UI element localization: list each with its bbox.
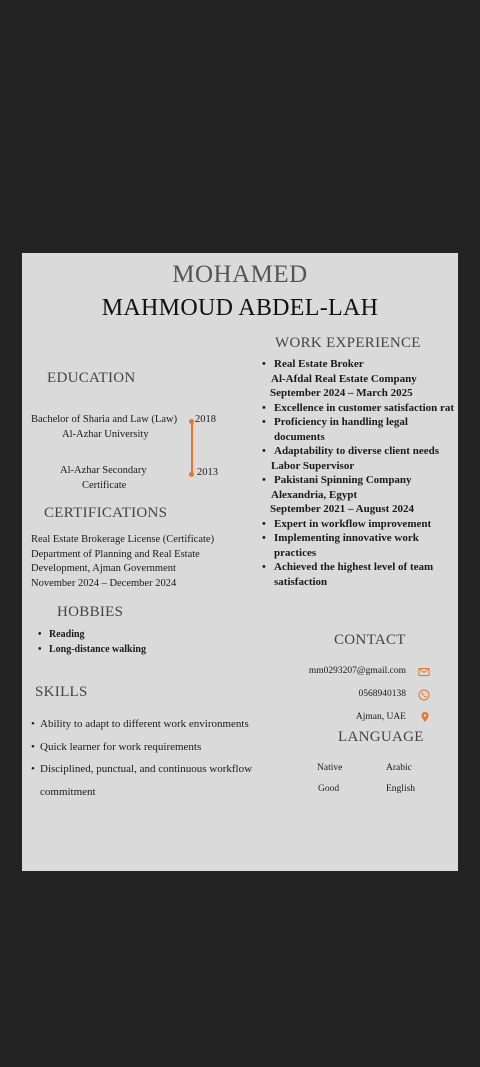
education-certificate: Certificate bbox=[82, 480, 127, 491]
language-name: English bbox=[386, 784, 416, 794]
work-dates: September 2024 – March 2025 bbox=[270, 387, 413, 399]
work-heading: WORK EXPERIENCE bbox=[275, 335, 421, 351]
work-item: • Pakistani Spinning Company bbox=[262, 473, 458, 488]
hobby-item: • Reading bbox=[38, 627, 146, 642]
work-item: • Excellence in customer satisfaction rat bbox=[262, 401, 458, 416]
work-location: Alexandria, Egypt bbox=[271, 488, 358, 501]
name-first: MOHAMED bbox=[172, 261, 308, 288]
hobby-item: • Long-distance walking bbox=[38, 642, 146, 657]
hobbies-list bbox=[38, 627, 146, 657]
work-list bbox=[262, 357, 458, 589]
work-item: • Expert in workflow improvement bbox=[262, 517, 458, 532]
education-university: Al-Azhar University bbox=[62, 429, 149, 440]
timeline-dot-2013 bbox=[189, 472, 194, 477]
certification-issuer: Department of Planning and Real Estate bbox=[31, 548, 200, 560]
timeline-line bbox=[191, 421, 193, 475]
timeline-dot-2018 bbox=[189, 419, 194, 424]
certifications-heading: CERTIFICATIONS bbox=[44, 505, 168, 521]
education-degree: Bachelor of Sharia and Law (Law) bbox=[31, 414, 178, 425]
contact-phone: 0568940138 bbox=[358, 689, 406, 699]
education-heading: EDUCATION bbox=[47, 370, 136, 386]
name-rest: MAHMOUD ABDEL-LAH bbox=[101, 295, 379, 321]
skill-item: • Disciplined, punctual, and continuous workflow commitment bbox=[31, 758, 291, 803]
language-name: Arabic bbox=[386, 763, 412, 773]
skill-item: • Ability to adapt to different work environments bbox=[31, 713, 291, 736]
certification-issuer-cont: Development, Ajman Government bbox=[31, 563, 176, 574]
skills-list bbox=[31, 713, 291, 803]
language-heading: LANGUAGE bbox=[338, 729, 424, 745]
certification-dates: November 2024 – December 2024 bbox=[31, 577, 177, 589]
education-year-2018: 2018 bbox=[195, 414, 216, 425]
work-item: • Adaptability to diverse client needs bbox=[262, 444, 458, 459]
work-item: • Proficiency in handling legal documents bbox=[262, 415, 424, 444]
hobbies-heading: HOBBIES bbox=[57, 604, 124, 620]
resume-page bbox=[22, 253, 458, 871]
language-level: Native bbox=[317, 763, 343, 773]
skills-heading: SKILLS bbox=[35, 684, 88, 700]
work-item: • Real Estate Broker bbox=[262, 357, 458, 372]
contact-heading: CONTACT bbox=[334, 632, 406, 648]
work-title: Labor Supervisor bbox=[271, 459, 355, 472]
phone-icon bbox=[418, 689, 430, 701]
skill-item: • Quick learner for work requirements bbox=[31, 736, 291, 759]
location-pin-icon bbox=[419, 711, 431, 723]
education-secondary: Al-Azhar Secondary bbox=[60, 465, 147, 476]
work-company: Al-Afdal Real Estate Company bbox=[271, 372, 417, 385]
email-icon bbox=[418, 666, 430, 678]
work-item: • Implementing innovative work practices bbox=[262, 531, 432, 560]
certification-block bbox=[31, 533, 246, 591]
education-year-2013: 2013 bbox=[197, 467, 218, 478]
contact-location: Ajman, UAE bbox=[355, 712, 406, 722]
contact-email: mm0293207@gmail.com bbox=[308, 666, 406, 676]
language-level: Good bbox=[318, 784, 340, 794]
work-item: • Achieved the highest level of team satisfaction bbox=[262, 560, 449, 589]
certification-title: Real Estate Brokerage License (Certificate) bbox=[31, 534, 215, 545]
work-dates: September 2021 – August 2024 bbox=[270, 503, 415, 515]
